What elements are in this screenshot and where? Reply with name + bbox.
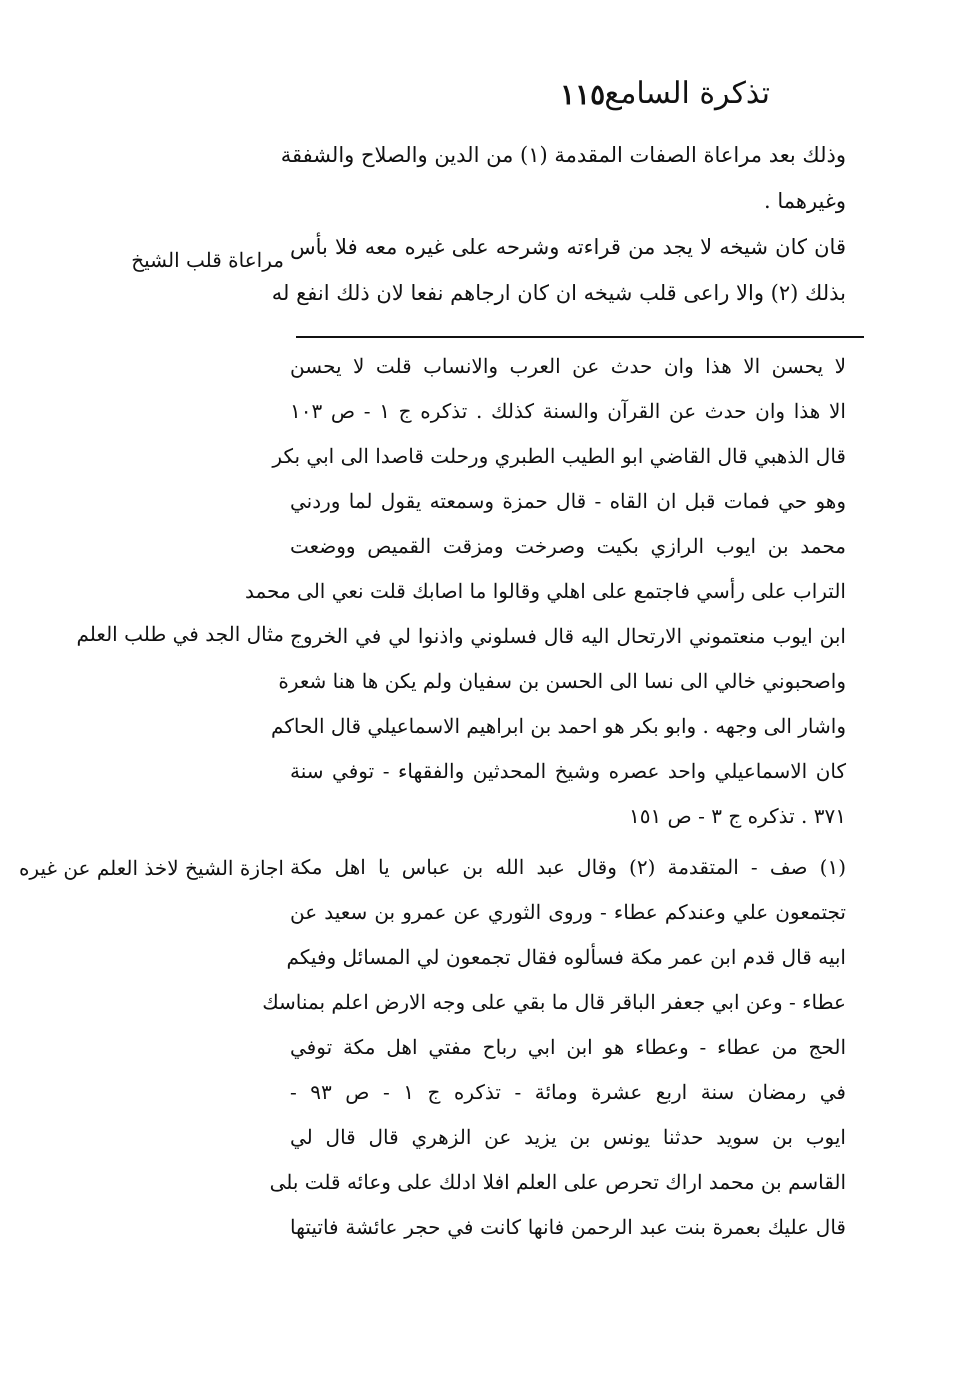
margin-note-example: مثال الجد في طلب العلم [76,622,284,646]
footnote-line: عطاء - وعن ابي جعفر الباقر قال ما بقي على وجه الارض اعلم بمناسك [262,990,846,1014]
footnote-line: (١) صف - المتقدمة (٢) وقال عبد الله بن عباس يا اهل مكة [290,855,846,879]
running-title: تذكرة السامع [604,76,770,111]
footnote-line: محمد بن ايوب الرازي بكيت وصرخت ومزقت القميص ووضعت [290,534,846,558]
footnote-line: الحج من عطاء - وعطاء هو ابن ابي رباح مفتي اهل مكة توفي [290,1035,846,1059]
footnotes [244,344,846,1250]
footnote-line: ايوب بن سويد حدثنا يونس بن يزيد عن الزهري قال قال لي [290,1125,846,1149]
footnote-line: ٣٧١ . تذكره ج ٣ - ص ١٥١ [628,804,846,828]
main-line: قان كان شيخه لا يجد من قراءته وشرحه على غيره معه فلا بأس [290,235,846,259]
footnote-line: قال عليك بعمرة بنت عبد الرحمن فانها كانت في حجر عائشة فاتيتها [290,1215,846,1239]
footnote-line: قال الذهبي قال القاضي ابو الطيب الطبري ورحلت قاصدا الى ابي بكر [272,444,846,468]
page-number: ١١٥ [560,78,606,111]
main-text [271,132,846,316]
main-line: وذلك بعد مراعاة الصفات المقدمة (١) من الدين والصلاح والشفقة [280,143,846,167]
footnote-line: واصحبوني خالي الى نسا الى الحسن بن سفيان ولم يكن ها هنا شعرة [278,669,846,693]
footnote-line: واشار الى وجهه . وابو بكر هو احمد بن ابراهيم الاسماعيلي قال الحاكم [271,714,846,738]
footnote-line: القاسم بن محمد اراك تحرص على العلم افلا ادلك على وعائه قلت بلى [269,1170,846,1194]
main-line: وغيرهما . [763,189,846,213]
main-line: بذلك (٢) والا راعى قلب شيخه ان كان ارجاهم نفعا لان ذلك انفع له [271,281,846,305]
footnote-line: ابيه قال قدم ابن عمر مكة فسألوه فقال تجمعون لي المسائل وفيكم [286,945,846,969]
margin-note-heart: مراعاة قلب الشيخ [131,248,284,272]
footnote-line: في رمضان سنة اربع عشرة ومائة - تذكره ج ١ - ص ٩٣ - [290,1080,846,1104]
page-header [300,76,820,126]
footnote-line: التراب على رأسي فاجتمع على اهلي وقالوا ما اصابك قلت نعي الى محمد [244,579,846,603]
footnote-line: وهو حي فمات قبل ان القاه - قال حمزة وسمعته يقول لما وردني [290,489,846,513]
footnote-line: لا يحسن الا هذا وان حدث عن العرب والانساب قلت لا يحسن [290,354,846,378]
footnote-rule [296,336,864,338]
footnote-line: الا هذا وان حدث عن القرآن والسنة كذلك . تذكره ج ١ - ص ١٠٣ [290,399,846,423]
footnote-line: كان الاسماعيلي واحد عصره وشيخ المحدثين والفقهاء - توفي سنة [290,759,846,783]
margin-note-ijaza: اجازة الشيخ لاخذ العلم عن غيره [18,856,284,880]
footnote-line: ابن ايوب منعتموني الارتحال اليه قال فسلوني واذنوا لي في الخروج [290,624,846,648]
footnote-line: تجتمعون علي وعندكم عطاء - وروى الثوري عن عمرو بن سعيد عن [290,900,846,924]
